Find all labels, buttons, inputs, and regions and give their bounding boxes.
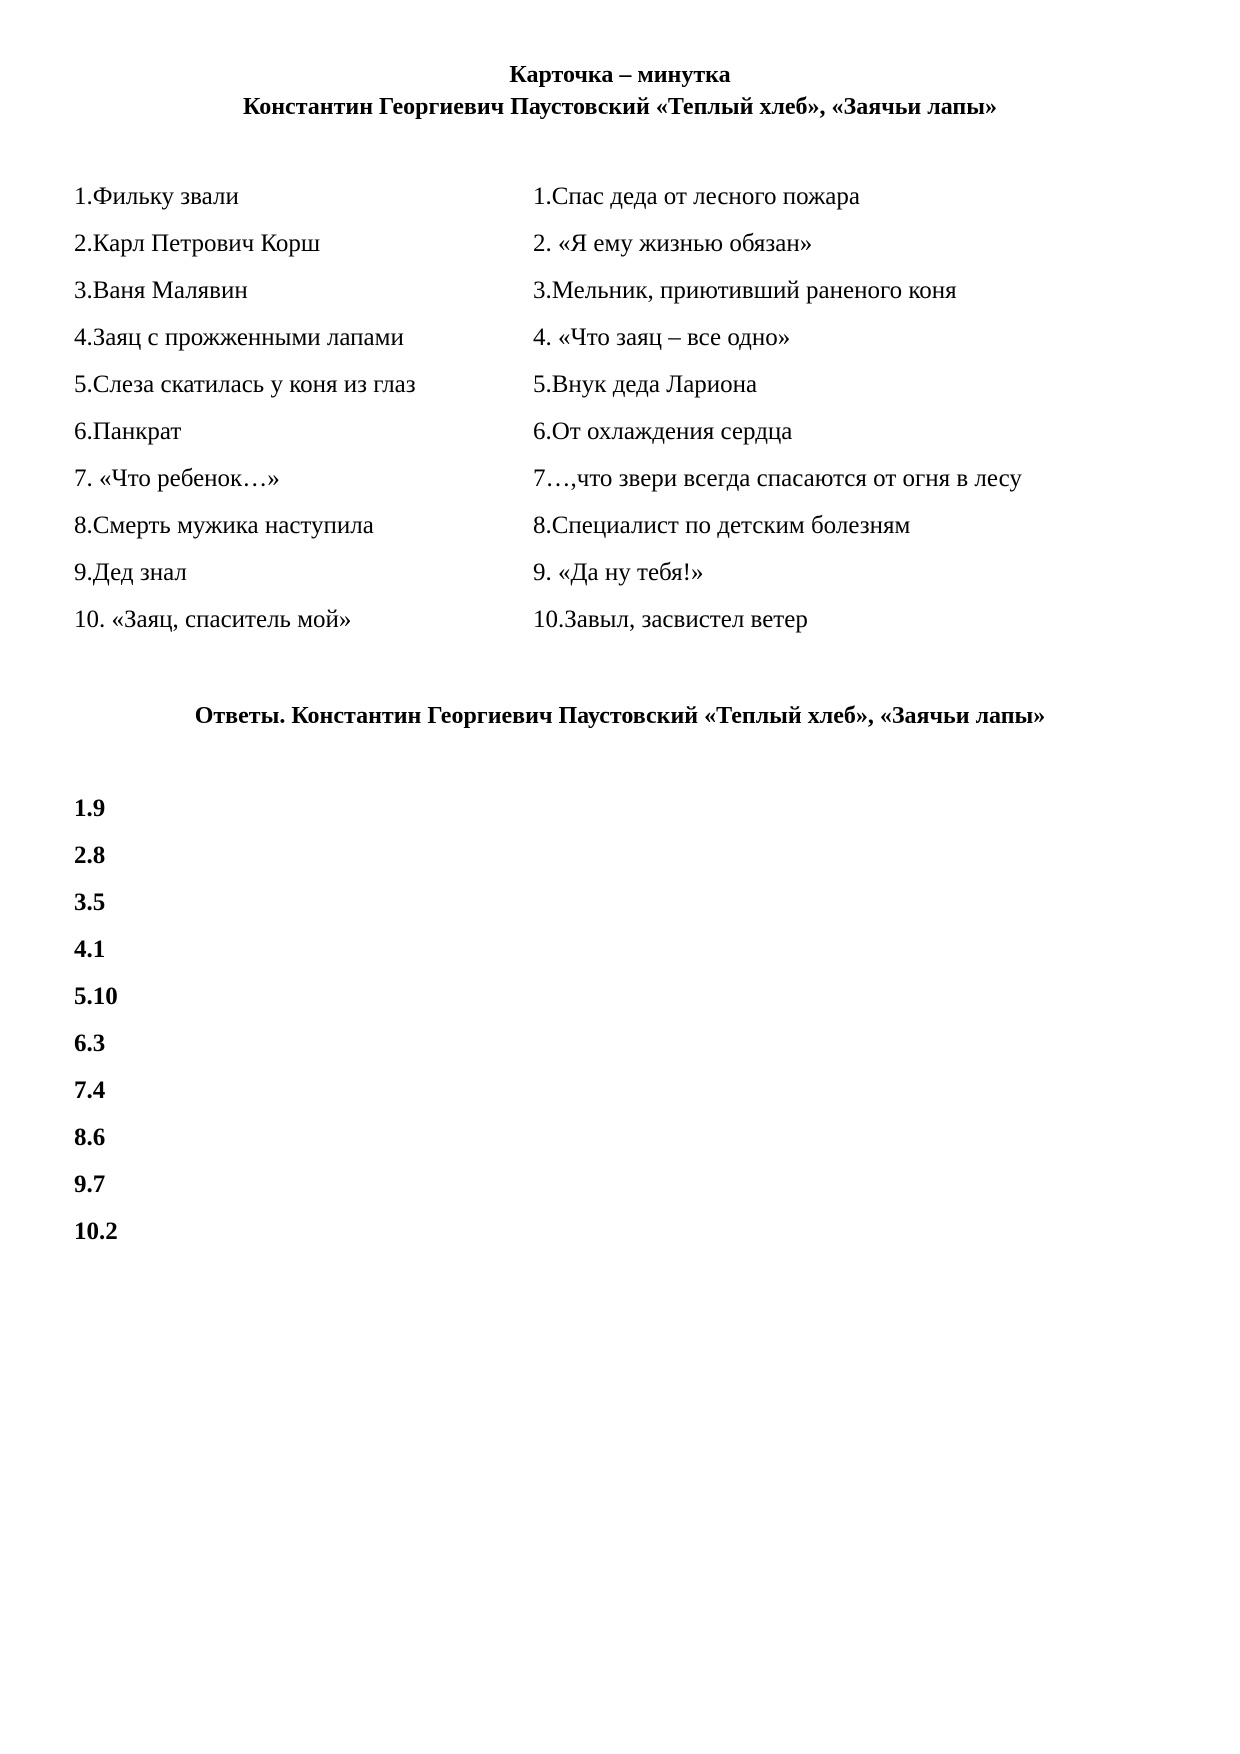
right-item: 10.Завыл, засвистел ветер: [533, 606, 808, 633]
right-item: 2. «Я ему жизнью обязан»: [533, 230, 813, 257]
right-item: 8.Специалист по детским болезням: [533, 512, 911, 539]
answer-item: 7.4: [74, 1077, 106, 1104]
right-item: 1.Спас деда от лесного пожара: [533, 183, 860, 210]
left-item: 2.Карл Петрович Корш: [74, 230, 321, 257]
answer-item: 9.7: [74, 1171, 106, 1198]
left-item: 6.Панкрат: [74, 418, 182, 445]
right-item: 7…,что звери всегда спасаются от огня в лесу: [533, 465, 1022, 492]
card-title: Карточка – минутка: [509, 62, 731, 88]
left-item: 3.Ваня Малявин: [74, 277, 248, 304]
left-item: 4.Заяц с прожженными лапами: [74, 324, 404, 351]
left-item: 5.Слеза скатилась у коня из глаз: [74, 371, 416, 398]
right-item: 9. «Да ну тебя!»: [533, 559, 704, 586]
answer-item: 5.10: [74, 983, 118, 1010]
left-item: 8.Смерть мужика наступила: [74, 512, 374, 539]
answer-item: 8.6: [74, 1124, 106, 1151]
right-item: 5.Внук деда Лариона: [533, 371, 758, 398]
answer-item: 2.8: [74, 842, 106, 869]
left-item: 7. «Что ребенок…»: [74, 465, 280, 492]
answer-item: 3.5: [74, 889, 106, 916]
answers-list: [74, 794, 118, 1264]
card-subtitle: Константин Георгиевич Паустовский «Теплый хлеб», «Заячьи лапы»: [243, 94, 997, 120]
left-column-list: [74, 182, 514, 652]
left-item: 9.Дед знал: [74, 559, 187, 586]
answer-item: 4.1: [74, 936, 106, 963]
answers-heading: Ответы. Константин Георгиевич Паустовский «Теплый хлеб», «Заячьи лапы»: [194, 703, 1046, 729]
answer-item: 10.2: [74, 1218, 118, 1245]
answer-item: 1.9: [74, 795, 106, 822]
answer-item: 6.3: [74, 1030, 106, 1057]
left-item: 1.Фильку звали: [74, 183, 239, 210]
left-item: 10. «Заяц, спаситель мой»: [74, 606, 352, 633]
right-item: 3.Мельник, приютивший раненого коня: [533, 277, 957, 304]
right-column-list: [533, 182, 1173, 652]
right-item: 6.От охлаждения сердца: [533, 418, 793, 445]
right-item: 4. «Что заяц – все одно»: [533, 324, 791, 351]
